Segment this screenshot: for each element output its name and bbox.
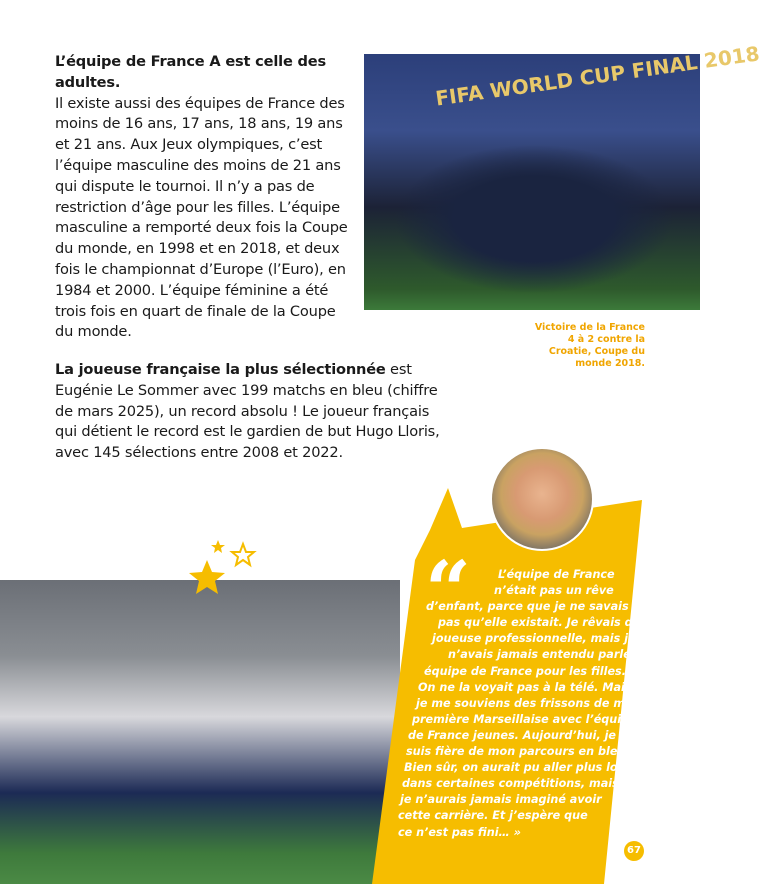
- quote-line: joueuse professionnelle, mais je: [432, 632, 636, 646]
- quote-line: On ne la voyait pas à la télé. Mais: [418, 680, 632, 694]
- quote-line: ce n’est pas fini… »: [398, 825, 521, 839]
- intro-text: Il existe aussi des équipes de France des moins de 16 ans, 17 ans, 18 ans, 19 ans et 21 ans. Aux Jeux olympiques, c’est l’équipe masculine des moins de 21 ans qui dispute le tournoi. Il n’y a pas de restriction d’âge pour les filles. L’équipe masculine a remporté deux fois la Coupe du monde, en 1998 et en 2018, et deux fois le championnat d’Europe (l’Euro), en 1984 et 2000. L’équipe féminine a été trois fois en quart de finale de la Coupe du monde.: [55, 94, 348, 341]
- quote-line: première Marseillaise avec l’équipe: [412, 712, 637, 726]
- quote-line: je me souviens des frissons de ma: [416, 696, 633, 710]
- quote-line: n’était pas un rêve: [494, 584, 614, 598]
- quote-text: [398, 567, 676, 841]
- quote-line: Bien sûr, on aurait pu aller plus loin: [404, 761, 630, 775]
- quote-line: suis fière de mon parcours en bleu.: [406, 745, 630, 759]
- photo-caption: Victoire de la France 4 à 2 contre la Croatie, Coupe du monde 2018.: [534, 322, 645, 369]
- quote-line: d’enfant, parce que je ne savais: [426, 600, 629, 614]
- quote-line: cette carrière. Et j’espère que: [398, 809, 588, 823]
- quote-line: pas qu’elle existait. Je rêvais d’être: [438, 616, 663, 630]
- page-number: 67: [624, 841, 644, 861]
- quote-line: de France jeunes. Aujourd’hui, je: [408, 728, 617, 742]
- quote-mark-icon: “: [425, 543, 472, 637]
- quote-line: je n’aurais jamais imaginé avoir: [400, 793, 602, 807]
- record-heading: La joueuse française la plus sélectionnée: [55, 361, 386, 378]
- intro-heading: L’équipe de France A est celle des adultes.: [55, 53, 326, 91]
- record-text: est Eugénie Le Sommer avec 199 matchs en bleu (chiffre de mars 2025), un record absolu ! Le joueur français qui détient le record est le gardien de but Hugo Lloris, avec 145 sélections entre 2008 et 2022.: [55, 361, 440, 462]
- quote-line: dans certaines compétitions, mais: [402, 777, 619, 791]
- quote-line: n’avais jamais entendu parler d’une: [448, 648, 676, 662]
- quote-line: équipe de France pour les filles.: [424, 664, 626, 678]
- eugenie-le-sommer-portrait: [490, 447, 594, 551]
- quote-line: L’équipe de France: [498, 568, 615, 581]
- photo-banner-text: FIFA WORLD CUP FINAL 2018: [433, 41, 761, 111]
